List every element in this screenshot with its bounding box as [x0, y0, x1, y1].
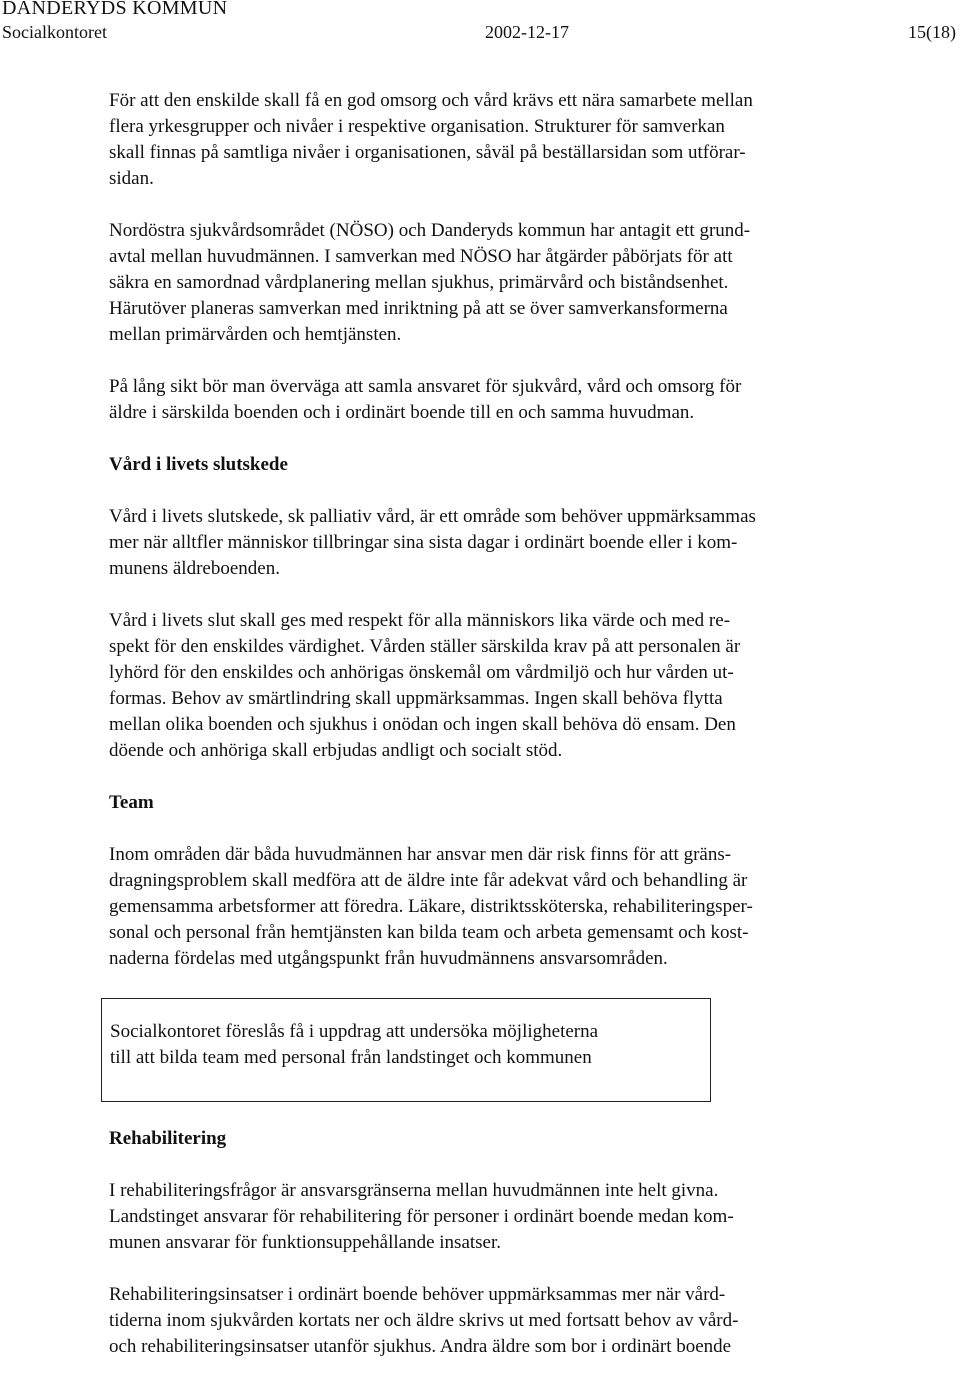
text-line: Nordöstra sjukvårdsområdet (NÖSO) och Danderyds kommun har antagit ett grund- — [109, 220, 751, 241]
text-line: och rehabiliteringsinsatser utanför sjukhus. Andra äldre som bor i ordinärt boende — [109, 1336, 732, 1357]
text-line: dragningsproblem skall medföra att de äldre inte får adekvat vård och behandling är — [109, 870, 748, 891]
text-line: spekt för den enskildes värdighet. Vården ställer särskilda krav på att personalen är — [109, 636, 741, 657]
proposal-line: Socialkontoret föreslås få i uppdrag att undersöka möjligheterna — [110, 1021, 599, 1042]
paragraph-rehab-efforts — [109, 1282, 879, 1360]
text-line: naderna fördelas med utgångspunkt från huvudmännens ansvarsområden. — [109, 948, 668, 969]
text-line: äldre i särskilda boenden och i ordinärt boende till en och samma huvudman. — [109, 402, 695, 423]
text-line: På lång sikt bör man överväga att samla ansvaret för sjukvård, vård och omsorg för — [109, 376, 742, 397]
paragraph-palliative-dignity — [109, 608, 879, 764]
paragraph-team — [109, 842, 879, 972]
text-line: mellan primärvården och hemtjänsten. — [109, 324, 402, 345]
document-date: 2002-12-17 — [485, 22, 569, 42]
text-line: sonal och personal från hemtjänsten kan bilda team och arbeta gemensamt och kost- — [109, 922, 749, 943]
text-line: Vård i livets slutskede, sk palliativ vård, är ett område som behöver uppmärksammas — [109, 506, 756, 527]
text-line: Vård i livets slut skall ges med respekt för alla människors lika värde och med re- — [109, 610, 731, 631]
text-line: formas. Behov av smärtlindring skall uppmärksammas. Ingen skall behöva flytta — [109, 688, 723, 709]
text-line: lyhörd för den enskildes och anhörigas önskemål om vårdmiljö och hur vården ut- — [109, 662, 734, 683]
department-name: Socialkontoret — [2, 22, 107, 42]
section-heading-palliative-care: Vård i livets slutskede — [109, 454, 288, 475]
paragraph-long-term — [109, 374, 879, 426]
document-body — [109, 88, 879, 1386]
page-number: 15(18) — [908, 22, 956, 42]
section-heading-team: Team — [109, 792, 154, 813]
text-line: skall finnas på samtliga nivåer i organisationen, såväl på beställarsidan som utförar- — [109, 142, 746, 163]
text-line: gemensamma arbetsformer att föredra. Läkare, distriktssköterska, rehabiliteringsper- — [109, 896, 753, 917]
proposal-line: till att bilda team med personal från landstinget och kommunen — [110, 1047, 592, 1068]
paragraph-collaboration — [109, 88, 879, 192]
text-line: I rehabiliteringsfrågor är ansvarsgränserna mellan huvudmännen inte helt givna. — [109, 1180, 719, 1201]
text-line: munens äldreboenden. — [109, 558, 280, 579]
text-line: flera yrkesgrupper och nivåer i respektive organisation. Strukturer för samverkan — [109, 116, 725, 137]
text-line: mer när alltfler människor tillbringar sina sista dagar i ordinärt boende eller i kom- — [109, 532, 738, 553]
text-line: tiderna inom sjukvården kortats ner och äldre skrivs ut med fortsatt behov av vård- — [109, 1310, 739, 1331]
text-line: sidan. — [109, 168, 154, 189]
text-line: munen ansvarar för funktionsuppehållande insatser. — [109, 1232, 502, 1253]
text-line: mellan olika boenden och sjukhus i onödan och ingen skall behöva dö ensam. Den — [109, 714, 736, 735]
organization-name: DANDERYDS KOMMUN — [2, 0, 228, 19]
paragraph-palliative-intro — [109, 504, 879, 582]
paragraph-noso-agreement — [109, 218, 879, 348]
text-line: döende och anhöriga skall erbjudas andligt och socialt stöd. — [109, 740, 563, 761]
text-line: För att den enskilde skall få en god omsorg och vård krävs ett nära samarbete mellan — [109, 90, 753, 111]
text-line: Landstinget ansvarar för rehabilitering för personer i ordinärt boende medan kom- — [109, 1206, 734, 1227]
text-line: avtal mellan huvudmännen. I samverkan med NÖSO har åtgärder påbörjats för att — [109, 246, 733, 267]
text-line: säkra en samordnad vårdplanering mellan sjukhus, primärvård och biståndsenhet. — [109, 272, 729, 293]
text-line: Rehabiliteringsinsatser i ordinärt boende behöver uppmärksammas mer när vård- — [109, 1284, 726, 1305]
text-line: Härutöver planeras samverkan med inriktning på att se över samverkansformerna — [109, 298, 728, 319]
section-heading-rehabilitation: Rehabilitering — [109, 1128, 227, 1149]
text-line: Inom områden där båda huvudmännen har ansvar men där risk finns för att gräns- — [109, 844, 732, 865]
paragraph-rehab-responsibility — [109, 1178, 879, 1256]
proposal-box — [101, 998, 711, 1102]
